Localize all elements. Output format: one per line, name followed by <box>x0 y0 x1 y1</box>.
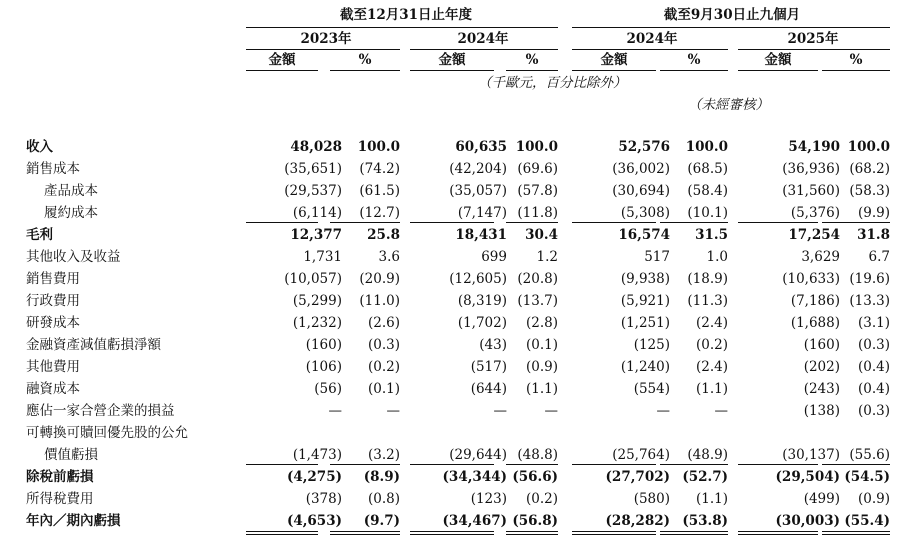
amount-cell: 52,576 <box>618 139 670 155</box>
percent-cell: (19.6) <box>849 271 890 287</box>
row-label: 可轉換可贖回優先股的公允 <box>26 425 188 441</box>
amount-cell: (36,002) <box>612 161 670 177</box>
percent-cell: — <box>714 403 728 419</box>
group-underline-2 <box>572 27 890 28</box>
percent-cell: (54.5) <box>844 469 890 485</box>
amount-cell: (34,467) <box>442 513 507 529</box>
amount-cell: (29,644) <box>449 447 507 463</box>
amount-cell: (580) <box>633 491 670 507</box>
percent-cell: (2.6) <box>367 315 400 331</box>
amount-cell: (56) <box>314 381 342 397</box>
subtotal-underline <box>660 222 728 223</box>
amount-cell: (8,319) <box>457 293 507 309</box>
row-label: 應佔一家合營企業的損益 <box>26 403 175 419</box>
total-double-underline <box>410 531 494 532</box>
percent-cell: 100.0 <box>515 139 558 155</box>
total-double-underline <box>738 531 818 532</box>
percent-header: % <box>525 52 539 68</box>
percent-cell: (58.4) <box>687 183 728 199</box>
amount-cell: (1,232) <box>292 315 342 331</box>
percent-cell: (52.7) <box>682 469 728 485</box>
amount-cell: (125) <box>633 337 670 353</box>
percent-cell: (0.1) <box>367 381 400 397</box>
amount-cell: (554) <box>633 381 670 397</box>
percent-cell: (0.2) <box>525 491 558 507</box>
percent-cell: (20.8) <box>517 271 558 287</box>
subtotal-underline <box>822 222 890 223</box>
amount-cell: 17,254 <box>788 227 840 243</box>
subheader-underline <box>506 70 558 71</box>
amount-cell: (31,560) <box>782 183 840 199</box>
amount-cell: — <box>656 403 670 419</box>
total-double-underline <box>506 534 558 535</box>
percent-cell: (0.1) <box>525 337 558 353</box>
total-double-underline <box>572 534 656 535</box>
percent-cell: (0.4) <box>857 359 890 375</box>
amount-cell: 517 <box>644 249 670 265</box>
total-double-underline <box>506 531 558 532</box>
percent-cell: (68.2) <box>849 161 890 177</box>
total-double-underline <box>660 534 728 535</box>
year-header-2025: 2025年 <box>787 31 839 47</box>
amount-cell: (28,282) <box>605 513 670 529</box>
amount-cell: (5,308) <box>620 205 670 221</box>
amount-cell: (160) <box>803 337 840 353</box>
percent-cell: (0.9) <box>857 491 890 507</box>
percent-cell: (20.9) <box>359 271 400 287</box>
group-title-year-ended: 截至12月31日止年度 <box>339 7 473 23</box>
amount-cell: (499) <box>803 491 840 507</box>
amount-cell: 18,431 <box>455 227 507 243</box>
amount-cell: (10,057) <box>284 271 342 287</box>
amount-cell: 12,377 <box>290 227 342 243</box>
total-double-underline <box>660 531 728 532</box>
percent-cell: (48.8) <box>517 447 558 463</box>
percent-cell: (0.3) <box>857 337 890 353</box>
subtotal-underline <box>822 464 890 465</box>
percent-cell: (18.9) <box>687 271 728 287</box>
row-label: 銷售成本 <box>26 161 80 177</box>
amount-cell: (35,057) <box>449 183 507 199</box>
percent-cell: 1.2 <box>536 249 558 265</box>
amount-cell: (138) <box>803 403 840 419</box>
amount-cell: (7,147) <box>457 205 507 221</box>
percent-cell: (9.9) <box>857 205 890 221</box>
year-underline-4 <box>738 49 890 50</box>
total-double-underline <box>822 534 890 535</box>
amount-cell: (1,240) <box>620 359 670 375</box>
amount-cell: (4,653) <box>286 513 342 529</box>
row-label: 研發成本 <box>26 315 80 331</box>
amount-cell: (123) <box>470 491 507 507</box>
amount-cell: 699 <box>481 249 507 265</box>
row-label: 融資成本 <box>26 381 80 397</box>
amount-cell: (12,605) <box>449 271 507 287</box>
total-double-underline <box>572 531 656 532</box>
percent-cell: (57.8) <box>517 183 558 199</box>
subheader-underline <box>246 70 318 71</box>
amount-cell: (10,633) <box>782 271 840 287</box>
percent-cell: (8.9) <box>363 469 400 485</box>
percent-cell: (11.3) <box>687 293 728 309</box>
percent-cell: (56.6) <box>512 469 558 485</box>
percent-cell: — <box>544 403 558 419</box>
total-double-underline <box>410 534 494 535</box>
percent-cell: (3.1) <box>857 315 890 331</box>
percent-cell: 31.5 <box>695 227 728 243</box>
row-label: 價值虧損 <box>44 447 98 463</box>
amount-cell: (378) <box>305 491 342 507</box>
percent-cell: (10.1) <box>687 205 728 221</box>
amount-cell: — <box>493 403 507 419</box>
year-header-2024b: 2024年 <box>626 31 678 47</box>
percent-cell: 3.6 <box>378 249 400 265</box>
total-double-underline <box>738 534 818 535</box>
amount-cell: (27,702) <box>605 469 670 485</box>
percent-cell: (53.8) <box>682 513 728 529</box>
row-label: 毛利 <box>26 227 53 243</box>
row-label: 收入 <box>26 139 53 155</box>
percent-cell: 100.0 <box>847 139 890 155</box>
percent-cell: (55.6) <box>849 447 890 463</box>
amount-cell: (30,137) <box>782 447 840 463</box>
percent-cell: (55.4) <box>844 513 890 529</box>
amount-cell: (1,251) <box>620 315 670 331</box>
percent-cell: (12.7) <box>359 205 400 221</box>
amount-cell: (243) <box>803 381 840 397</box>
subtotal-underline <box>410 222 494 223</box>
percent-cell: 100.0 <box>357 139 400 155</box>
amount-cell: — <box>328 403 342 419</box>
amount-cell: (29,504) <box>775 469 840 485</box>
percent-cell: (0.3) <box>367 337 400 353</box>
row-label: 所得稅費用 <box>26 491 94 507</box>
percent-cell: (2.4) <box>695 315 728 331</box>
percent-cell: (0.9) <box>525 359 558 375</box>
percent-cell: 30.4 <box>525 227 558 243</box>
amount-cell: (43) <box>479 337 507 353</box>
amount-cell: (34,344) <box>442 469 507 485</box>
subtotal-underline <box>330 464 400 465</box>
subtotal-underline <box>506 464 558 465</box>
amount-cell: (644) <box>470 381 507 397</box>
amount-header: 金額 <box>268 52 296 68</box>
year-header-2023: 2023年 <box>300 31 352 47</box>
total-double-underline <box>246 531 318 532</box>
amount-cell: (25,764) <box>612 447 670 463</box>
percent-cell: (68.5) <box>687 161 728 177</box>
total-double-underline <box>330 531 400 532</box>
subheader-underline <box>660 70 728 71</box>
amount-cell: (1,688) <box>790 315 840 331</box>
row-label: 金融資產減值虧損淨額 <box>26 337 161 353</box>
unaudited-note: （未經審核） <box>688 97 769 113</box>
amount-cell: (42,204) <box>449 161 507 177</box>
year-underline-1 <box>246 49 400 50</box>
subtotal-underline <box>572 222 656 223</box>
percent-cell: 31.8 <box>857 227 890 243</box>
amount-cell: (160) <box>305 337 342 353</box>
percent-cell: (9.7) <box>363 513 400 529</box>
amount-cell: (5,299) <box>292 293 342 309</box>
percent-cell: (0.4) <box>857 381 890 397</box>
amount-cell: 1,731 <box>303 249 342 265</box>
row-label: 銷售費用 <box>26 271 80 287</box>
percent-cell: (0.8) <box>367 491 400 507</box>
amount-cell: 3,629 <box>801 249 840 265</box>
percent-cell: 100.0 <box>685 139 728 155</box>
percent-cell: (0.2) <box>367 359 400 375</box>
subtotal-underline <box>572 464 656 465</box>
year-header-2024a: 2024年 <box>457 31 509 47</box>
amount-cell: 60,635 <box>455 139 507 155</box>
amount-cell: 16,574 <box>618 227 670 243</box>
subheader-underline <box>572 70 656 71</box>
percent-cell: (1.1) <box>695 381 728 397</box>
amount-cell: (30,694) <box>612 183 670 199</box>
subheader-underline <box>738 70 818 71</box>
amount-cell: (5,376) <box>790 205 840 221</box>
year-underline-2 <box>410 49 558 50</box>
percent-cell: (69.6) <box>517 161 558 177</box>
total-double-underline <box>822 531 890 532</box>
subtotal-underline <box>246 222 318 223</box>
amount-cell: (5,921) <box>620 293 670 309</box>
subtotal-underline <box>506 222 558 223</box>
row-label: 其他收入及收益 <box>26 249 121 265</box>
percent-header: % <box>358 52 372 68</box>
amount-header: 金額 <box>600 52 628 68</box>
percent-cell: (74.2) <box>359 161 400 177</box>
percent-cell: (1.1) <box>525 381 558 397</box>
row-label: 除稅前虧損 <box>26 469 94 485</box>
amount-cell: (36,936) <box>782 161 840 177</box>
subtotal-underline <box>246 464 318 465</box>
percent-cell: (13.7) <box>517 293 558 309</box>
percent-cell: (48.9) <box>687 447 728 463</box>
amount-cell: 48,028 <box>290 139 342 155</box>
row-label: 其他費用 <box>26 359 80 375</box>
amount-cell: 54,190 <box>788 139 840 155</box>
subtotal-underline <box>330 222 400 223</box>
percent-cell: (0.3) <box>857 403 890 419</box>
amount-cell: (29,537) <box>284 183 342 199</box>
percent-header: % <box>849 52 863 68</box>
percent-cell: 6.7 <box>868 249 890 265</box>
amount-cell: (517) <box>470 359 507 375</box>
amount-cell: (9,938) <box>620 271 670 287</box>
amount-cell: (6,114) <box>292 205 342 221</box>
amount-cell: (106) <box>305 359 342 375</box>
amount-header: 金額 <box>764 52 792 68</box>
subtotal-underline <box>660 464 728 465</box>
percent-header: % <box>687 52 701 68</box>
percent-cell: (2.4) <box>695 359 728 375</box>
amount-cell: (1,702) <box>457 315 507 331</box>
amount-cell: (30,003) <box>775 513 840 529</box>
subheader-underline <box>330 70 400 71</box>
group-underline-1 <box>246 27 558 28</box>
subtotal-underline <box>738 464 818 465</box>
row-label: 產品成本 <box>44 183 98 199</box>
percent-cell: (11.8) <box>517 205 558 221</box>
row-label: 履約成本 <box>44 205 98 221</box>
unit-note: （千歐元，百分比除外） <box>478 75 627 91</box>
percent-cell: — <box>386 403 400 419</box>
amount-cell: (202) <box>803 359 840 375</box>
percent-cell: 25.8 <box>367 227 400 243</box>
group-title-nine-months: 截至9月30日止九個月 <box>663 7 801 23</box>
total-double-underline <box>330 534 400 535</box>
percent-cell: (0.2) <box>695 337 728 353</box>
row-label: 行政費用 <box>26 293 80 309</box>
amount-cell: (1,473) <box>292 447 342 463</box>
percent-cell: (2.8) <box>525 315 558 331</box>
row-label: 年內／期內虧損 <box>26 513 121 529</box>
subtotal-underline <box>410 464 494 465</box>
amount-cell: (7,186) <box>790 293 840 309</box>
percent-cell: (11.0) <box>359 293 400 309</box>
year-underline-3 <box>572 49 728 50</box>
percent-cell: (13.3) <box>849 293 890 309</box>
percent-cell: 1.0 <box>706 249 728 265</box>
amount-header: 金額 <box>438 52 466 68</box>
subheader-underline <box>822 70 890 71</box>
amount-cell: (35,651) <box>284 161 342 177</box>
amount-cell: (4,275) <box>286 469 342 485</box>
subtotal-underline <box>738 222 818 223</box>
subheader-underline <box>410 70 494 71</box>
percent-cell: (56.8) <box>512 513 558 529</box>
total-double-underline <box>246 534 318 535</box>
percent-cell: (3.2) <box>367 447 400 463</box>
percent-cell: (1.1) <box>695 491 728 507</box>
percent-cell: (58.3) <box>849 183 890 199</box>
percent-cell: (61.5) <box>359 183 400 199</box>
